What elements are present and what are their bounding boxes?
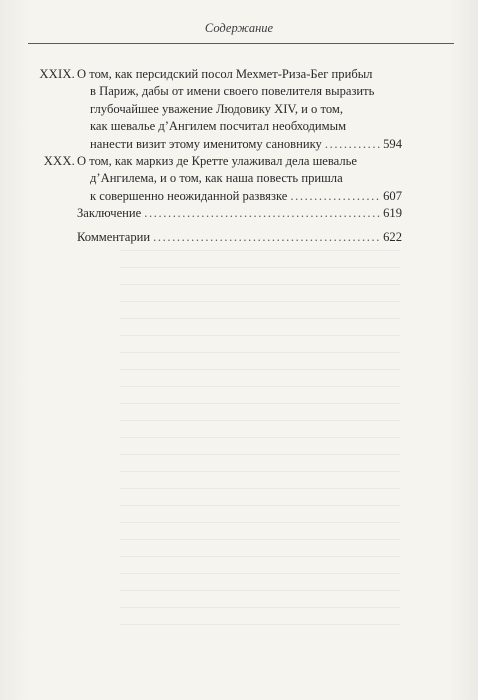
chapter-numeral: XXX.	[43, 154, 75, 169]
page-number: 594	[383, 136, 402, 151]
toc-line: в Париж, дабы от имени своего повелителя выразить	[90, 84, 375, 99]
dot-leader	[144, 205, 380, 222]
page-number: 607	[383, 188, 402, 203]
chapter-numeral: XXIX.	[39, 67, 75, 81]
toc-line: Заключение	[77, 206, 142, 221]
toc-line: О том, как маркиз де Кретте улаживал дела шевалье	[77, 154, 357, 169]
toc-line: Комментарии	[77, 229, 151, 244]
running-head: Содержание	[204, 21, 274, 35]
toc-leader-line	[77, 136, 402, 153]
toc-leader-line	[77, 188, 402, 205]
page-number: 619	[383, 206, 402, 221]
toc-line: как шевалье д’Ангилем посчитал необходимым	[90, 119, 347, 134]
toc-entry-xxx[interactable]	[30, 153, 402, 205]
toc-line: д’Ангилема, и о том, как наша повесть пришла	[90, 171, 343, 186]
dot-leader	[153, 229, 380, 246]
page-number: 622	[383, 229, 402, 244]
toc-entry-commentary[interactable]	[30, 229, 402, 246]
toc-line: к совершенно неожиданной развязке	[90, 188, 288, 203]
dot-leader	[325, 136, 380, 153]
toc-leader-line	[77, 205, 402, 222]
table-of-contents	[30, 66, 402, 246]
toc-entry-xxix[interactable]	[30, 66, 402, 153]
show-through-texture	[120, 245, 400, 625]
toc-line: нанести визит этому именитому сановнику	[90, 136, 322, 151]
dot-leader	[290, 188, 380, 205]
toc-leader-line	[77, 229, 402, 246]
toc-line: глубочайшее уважение Людовику XIV, и о том,	[90, 101, 344, 116]
toc-line: О том, как персидский посол Мехмет-Риза-Бег прибыл	[77, 67, 373, 81]
header-rule	[28, 43, 454, 44]
toc-entry-conclusion[interactable]	[30, 205, 402, 222]
